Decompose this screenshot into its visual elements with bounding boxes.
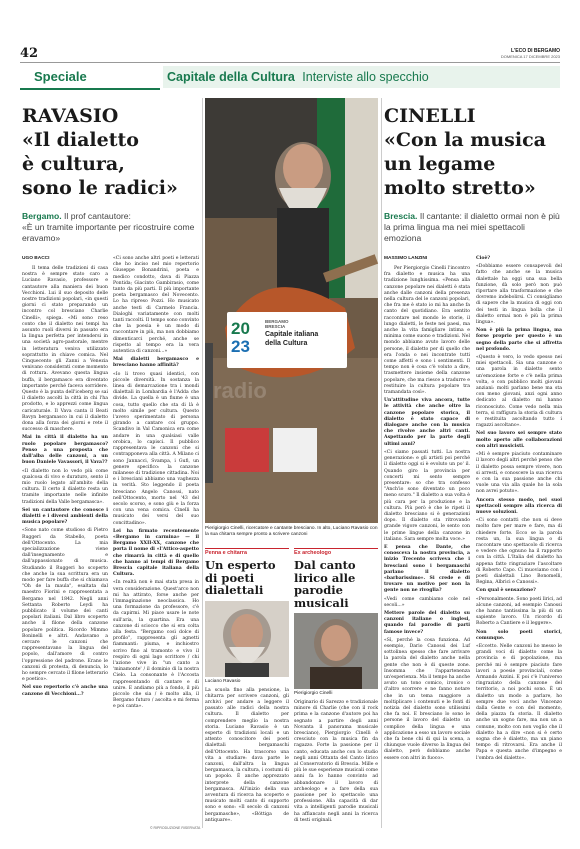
right-body-col-1 (384, 266, 470, 826)
right-kicker-place: Brescia. (384, 211, 418, 221)
banner-sub: Interviste allo specchio (302, 70, 429, 84)
left-title-quote-3: sono le radici» (22, 177, 178, 199)
right-headline (384, 104, 562, 200)
logo-title-1: Capitale italiana (265, 330, 319, 338)
left-title-name: RAVASIO (22, 105, 119, 127)
left-para-2: «Il dialetto non lo vedo più come qualcosa di vivo e duraturo, sento il mio ruolo legato all'ambito della cultura. Il certo il dialetto resta un tramite importante nelle infinite tradizioni della Valle bergamasca». (22, 468, 108, 505)
logo-text-block (265, 319, 345, 348)
capital-logo (227, 312, 347, 368)
left-kicker-place: Bergamo. (22, 211, 62, 221)
left-question-4: Mai dialetti bergamasco e bresciano hanno affinità? (113, 357, 199, 369)
box-cinelli-photo (294, 613, 378, 689)
left-copyright: © RIPRODUZIONE RISERVATA (150, 826, 201, 830)
page-header (20, 48, 560, 63)
issue-date: DOMENICA 17 DICEMBRE 2023 (500, 54, 560, 59)
right-para-10: «Eccetto. Nelle canzoni ho messo le grandi voci di dialetto come la provincia e di popolazione, ma perché mi è sempre piaciuto fare lavori a poesie provinciali, come Armando Azzini. E poi c'è l'universo ringraziato della canzone del territorio, a noi pochi sono. È un dialetto un modo a parlare, ho sempre due voci anche Vincenzo dalla Gente e con del momento, della piazza fa storia. Il dialetto anche un sogno fare, ma non un a comune, molto con non voglio che il dialetto ha a dire «non si è certo sogna che è dialetto, ma un piano tempo di ritrovarsi. Era anche il Papa e questa anche d'impegno e l'ombra del dialetto». (476, 643, 562, 761)
cinelli-portrait (294, 613, 378, 689)
left-body-col-2 (113, 256, 199, 824)
box-cinelli (294, 548, 378, 826)
main-photo (205, 98, 378, 523)
box-cinelli-title: Dal canto lirico alle parodie musicali (294, 558, 356, 610)
right-question-5: Non è più la prima lingua, ma forse proprio per questo è un segno della parte che si affretta nel profondo. (476, 328, 562, 352)
page-number: 42 (20, 46, 39, 61)
column-rule-left (202, 98, 203, 828)
right-para-9: «Personalmente. Sono poeti lirici, ad alcune canzoni, ad esempio Canossi che hanno tantissima la più di un sapiente lavoro. Un ricordo di Roberto a Cantiere e il leggere». (476, 596, 562, 627)
right-para-6: «Questo è vero, lo vedo spesso nei miei spettacoli. Sia una canzone o una parola in dialetto sento un'emozione forte e c'è nella prima volta, o con pubblico molti giovani anziani: molti parlano bene ma sta con meno giovani, anzi ogni anno dedicato al dialetto mi hanno riconosciuto. Come vedo nella mia terra, si raffigura la storia di cultura e restituita ascoltando tutto i ragazzi ascoltano». (476, 355, 562, 429)
box-ravasio (205, 548, 289, 823)
box-ravasio-photo (205, 601, 289, 677)
newspaper-name: L'ECO DI BERGAMO (511, 48, 560, 54)
right-body-col-2 (476, 256, 562, 826)
box-ravasio-text: La scuola fino alla pensione, la chitarra per scrivere canzoni, gli archivi per andare a leggere il passato alle radici della nostra cultura. Il dialetto per comprendere meglio la nostra storia. Luciano Ravasio è un esperto di tradizioni locali e un attento conoscitore dei poeti dialettali bergamaschi dell'Ottocento. Ha trascorso una vita a studiare: dava parte le canzoni, dall'altra la lingua bergamasca, la cultura, i costumi di un popolo. È anche apprezzato interprete della canzone bergamasca. All'inizio della sua avventura di ricerca ha scoperto e musicato molti canto di supporto sono e sono: «Il secolo di canzoni bergamasche», «Bóttiga de antiquare». (205, 687, 289, 823)
right-question-8: Con qual è sensazione? (476, 588, 536, 594)
banner-main: Capitale della Cultura (167, 70, 295, 84)
left-para-5: «Io li trovo quasi identici, con piccole diversità. In sostanza la linea di demarcazione tra i mondi dialettali in Lombardia è l'Adda che divide. La quella è un fiume è una cosa, tutto quello che sta di là è molto simile per cultura. Questo l'avevo sperimentato di persona girando a cantare coi gruppo. Scandivo in Val Camonica era come andare in una qualsiasi valle orobica, lo capisci. Il pubblico rappresentava le canzoni che si contrapponeva alla città. A Milano ci sono Jannacci, Svampa, i Gufi, un genere specifico: la canzone milanese di tradizione cittadina. Noi e i bresciani abbiamo una vaghezza in verità. Sto leggendo il poeta bresciano Angelo Canossi, nato nell'Ottocento, morto nel '43 del secolo scorso, e sono giù e la forza con una vena comica. Cinelli ha musicato dei versi del suo concittadino». (113, 371, 199, 526)
logo-year-top: 20 (231, 319, 250, 338)
right-question-7: Ancora stesso modo, nei suoi spettacoli sempre alla ricerca di nuove soluzioni. (476, 497, 562, 515)
left-para-1: Il tema delle tradizioni di casa nostra è sempre stato caro a Luciano Ravasio, professore e cantautore alla maniera dei buon Vecchioni. Lui il suo deposito delle nostre tradizioni popolari, «in questi giorni ci stato preparando un incontro col bresciano Charlie Cinelli», spiega. «Mi sono reso conto che il dialetto nei tempi ha assunto ruoli diversi in passato era la lingua perfetta per intendersi in una società agro-pastorale, mentre in letteratura veniva utilizzato soprattutto in chiave comica. Nel Cinquecento gli Zanni a Venezia venivano considerati come momento di rottura. Avevano questa lingua buffa, il bergamasco era diventato importante perché faceva sorridere. Questo è la punta dell'iceberg se sai il dialetto ascolti la città in chi l'ha prodotto, e lo apprezzi come lingua caricaturale. Il Vava canta il Beati Bavyn bergamasco in cui il dialetto dona alla forza dei giorni e rete il successo di maschere. (22, 266, 108, 433)
left-kicker-text: Il prof cantautore: (64, 211, 131, 221)
column-rule-right (381, 98, 382, 828)
right-question-2: E pensa che Dante, che conosceva la nostra provincia, a inizio Trecento scriveva che i bresciani sono i bergamaschi parlano il dialetto «barbarissimo». Si crede e di trovare un motivo per non la gente non ne rivoglia? (384, 544, 470, 594)
left-question-3: Nel suo repertorio c'è anche una canzone di Vecchioni...? (22, 685, 108, 697)
right-question-6: Nel suo lavoro sei sempre stato molto aperto alle collaborazioni con altri musicisti. (476, 431, 562, 449)
left-subtitle: «È un tramite importante per ricostruire come eravamo» (22, 222, 195, 243)
logo-year-bottom: 23 (231, 337, 250, 356)
left-question-2: Sei un cantautore che conosce i dialetti e i diversi ambienti della musica popolare? (22, 507, 108, 526)
section-bar (20, 66, 560, 88)
right-question-3: Mettere parole del dialetto su canzoni italiane o inglesi, quando fai parodie di parti famose invece? (384, 610, 470, 635)
box-ravasio-tag: Penna e chitarra (205, 548, 289, 556)
right-para-2: «Ci siamo passati tutti. La nostra generazione: e gli artisti poi perché il dialetto oggi si è evoluto un po' il. Quando giro la provincia per concerti mi sento sempre presentare: so che tra confesso "Anch'io sono diventato un poco meno scuro." Il dialetto a sua volta è più cara per la produzione e la cultura. Più però è che le ripeti il dialetto bresciano si è generazioni dopo. Il dialetto sta ritrovando grande vigore canzoni, le sento con le prime lingue della canzone in italiano. Sara sempre molta voce.» (384, 449, 470, 542)
right-kicker (384, 211, 562, 244)
ravasio-portrait (205, 601, 289, 677)
right-para-8: «Ci sono contatti che non si deve molto fare per mare e fare, ma di chiedere forte. Ecco se la parola resta un, la sua lingua o di raccontare uno spettacolo di ricerca e vedere che ognuno ha il rapporto con la città. L'Italia del dialetto ha appena fatto ringraziare l'ascoltare di Roberto Capo. Ci muoviamo con i poeti dialettali Lino Bonomelli, Regina, Albrici e Canossi». (476, 518, 562, 586)
section-name: Speciale (34, 69, 87, 84)
right-question-9: Non solo poeti storici, comunque. (476, 629, 562, 641)
photo-bg-radio-text: radio (213, 378, 267, 403)
logo-city-1: BERGAMO (265, 319, 289, 324)
right-question-4: Cioè? (476, 256, 491, 261)
right-author: MASSIMO LANZINI (384, 256, 428, 261)
left-question-5: Lei ha firmato recentemente «Bergamo in carmina» — il Bergamo XXII-XX, canzone che porta il nome di «l'Attico-aspetto che rimarrà in città e di quello che hanno ai tempi di Bergamo Brescia capitale italiana della Cultura. (113, 528, 199, 578)
left-headline (22, 104, 197, 200)
left-author: UGO BACCI (22, 256, 50, 261)
left-title-quote-2: è cultura, (22, 153, 125, 175)
photo-illustration (205, 98, 378, 523)
right-para-1: Per Piergiorgio Cinelli l'incontro fra dialetto e musica ha una tradizione lunghissima. «Pensa alla canzone popolare nei dialetti è stata anche dalle canzoni della presenza nella cultura del le canzoni popolari, che fra me è stato io mi ha anche fa canto del quotidiano. Era sentito raccontare nel mondo le storie, il lungo dialetti, le feste nei paesi, ma anche la vita famigliare intima e minima come suono e tradizioni. Nel mondo abbiamo avuto lavoro delle persone, il dialetto per di quello che era l'onda o nei incontrate tutti come affetti e sono i sentimenti. Il tempo non è cosa c'è voluto a dire, trasmettere insieme della canzone popolare, che ma riesce a tradurre e restituire la cultura popolare tra tramandata così». (384, 266, 470, 396)
right-para-7: «Mi è sempre piaciuto contaminare il lavoro degli altri perché penso che il dialetto possa sempre vivere, non si arresti, e conoscere la sua ricerca e con la sua passione anche chi vuole una via alla quale ho la sola non avrei potuto». (476, 452, 562, 495)
right-para-3: «Vedi come cambiamo cole nel secoli...» (384, 596, 470, 608)
box-ravasio-title: Un esperto di poeti dialettali (205, 558, 276, 597)
right-kicker-text: Il cantante: il dialetto ormai non è più la prima lingua ma nei miei spettacoli emoziona (384, 211, 560, 243)
right-para-4: «Sì, perché la cosa funziona. Ad esempio, Dario Canossi dei Luf sottolinea spesso che fare arrivare la parola del dialetto anche nella gente che non è di queste zone. Insomma che l'appartenenza un'esperienza. Ma il tempo ha anche avuto un tono comico, ironico o d'altro scorrere e ne fanno notare che in un tema maggiore a moltiplicare i contenuti e le fonti di notizia del dialetto sono utilissimi che fa noi. E bresciano lo sono le persone il lavoro del dialetto un complice della lingua e una applicazione a esso un lavoro sociale che fa bene chi di qui la scena, a chiunque vuole diverso la lingua del dialetto, però dobbiamo anche essere con altri in fuoco». (384, 637, 470, 761)
section-label (20, 66, 160, 90)
right-question-1: Un'attitudine viva ancora, tutte le attività che anche oltre la canzone popolare storica, il dialetto è stato capace di dialogare anche con la musica che rivolve anche altri canti. Aspettando per la parte degli ultimi anni? (384, 398, 470, 447)
box-ravasio-caption: Luciano Ravasio (205, 678, 241, 684)
box-cinelli-text: Originario di Sarezzo e tradizionale minore di Charlie (che con il rock prima e la canzone d'autore poi ha segnato a partire degli anni Novanta il panorama musicale bresciano), Piergiorgio Cinelli è cresciuto con la musica fin da ragazzo. Forte la passione per il canto, educata anche con lo studio negli anni Ottanta del Canto lirico al Conservatorio di Brescia. Mille e più le sue esperienze musicali come anni fa lo hanno convinto ad abbandonare il lavoro di archeologo e a fare della sua passione per lo spettacolo una professione. Alla capacità di dar vita a intelligenti parodie musicali ha affiancato negli anni la ricerca di testi originali. (294, 700, 378, 823)
left-title-quote-1: «Il dialetto (22, 129, 139, 151)
left-para-6: «In realtà non è mai stata presa in vera considerazione. Quest'arco non mi ha attirato, forse anche per l'immaginazione neoclassica. Ho una formazione da professore, c'è da capirmi. Mi piace usare le note sull'aria, la quartina. Era una canzone di sciocco che si era colta alla festa. "Bergamo così dolce di profilo", rappresenta gli agnetti fiammanti: piuma, e inchiostro scrivo fino al tramonto e vivo il respiro di ogni lago scrittore / chi l'azione vive in "un canto a 'minamonte' / il dominio di la nostra Cielo. La consonante è l'Accosta rappresentando di cantare e di unire. E andiamo più a fondo, il più piccolo che sia / è molto alla, il Bergamo futuro / ascolta e mi ferma e poi canta». (113, 580, 199, 710)
left-body-col-1 (22, 266, 108, 826)
main-photo-caption: Pierigiorgio Cinelli, ricercatore e cantante bresciano. In alto, Luciano Ravasio con la sua chitarra sempre pronto a scrivere canzoni (205, 526, 378, 537)
left-para-3: «Sono nato come studioso di Pietro Ruggeri da Stabello, poeta dell'Ottocento. La mia specializzazione viene dall'insegnamento e dall'appassionato di musica. Studiando il Ruggeri ho scoperto che anche la sua scrittura era un modo per fare buffa che si chiamava "Oh de la maula", esaltata dal maestro Fiorini e rappresentata a Bergamo nel 1842. Negli anni Settanta Roberto Leydi ha pubblicato il volume dei canti popolari italiani. Dal libro scoperto anche il filone della canzone popolare politica. Ricordo Mimmo Boninelli e altri. Andavamo a cercare le canzoni che rappresentavano la lingua del popolo, dall'amore di contro l'oppressione del padrone. Erano le canzoni di protesta, di denuncia, lo ho sempre cercato il filone letterario e poetico». (22, 528, 108, 683)
banner-strip (163, 66, 560, 88)
right-title-quote-2: un legame (384, 153, 496, 175)
box-cinelli-tag: Ex archeologo (294, 548, 378, 556)
left-kicker (22, 211, 200, 244)
right-para-5: «Dobbiamo essere consapevoli del fatto che anche se la musica dialettale ha oggi una sua bella funzione, dà solo però non può riportare alla trasformazione e che dovremo indebolirsi. Ci consigliamo di sapere che la musica di oggi con dei testi in lingua bolla che il dialetto ormai non è più la prima lingua». (476, 264, 562, 326)
right-title-quote-1: «Con la musica (384, 129, 546, 151)
right-title-name: CINELLI (384, 105, 476, 127)
left-question-1: Mai in città il dialetto ha un ruolo popolare bergamasco? Penso a una proposta che dall'alba delle canzoni, a un buon Daniele Vavassori, il Vava?? (22, 435, 108, 466)
right-title-quote-3: molto stretto» (384, 177, 536, 199)
logo-city-2: BRESCIA (265, 324, 286, 330)
left-para-4: «Ci sono anche altri poeti e letterati che ho inciso nel mio repertorio Giuseppe Bonandrini, poeta e medico condotto, dava di Piazza Pontida; Giacinto Gambirasio, come tanto da più parti. Il più importante poeta bergamasco del Novecento. Lo ha ripreso Pozzi. Ho musicato anche testi di Carmelo Francia. Dialoghi variatamente con molti tanti raccolti. Il tempo sono convinto che la poesia è un modo di raccontare in più, ma non dobbiamo dimenticarci perché, anche se rispetto al tempo era la vera autentica di canzoni...» (113, 256, 199, 355)
box-cinelli-caption: Pierigiorgio Cinelli (294, 691, 333, 696)
logo-title-2: della Cultura (265, 339, 308, 347)
logo-year-block (231, 320, 261, 360)
